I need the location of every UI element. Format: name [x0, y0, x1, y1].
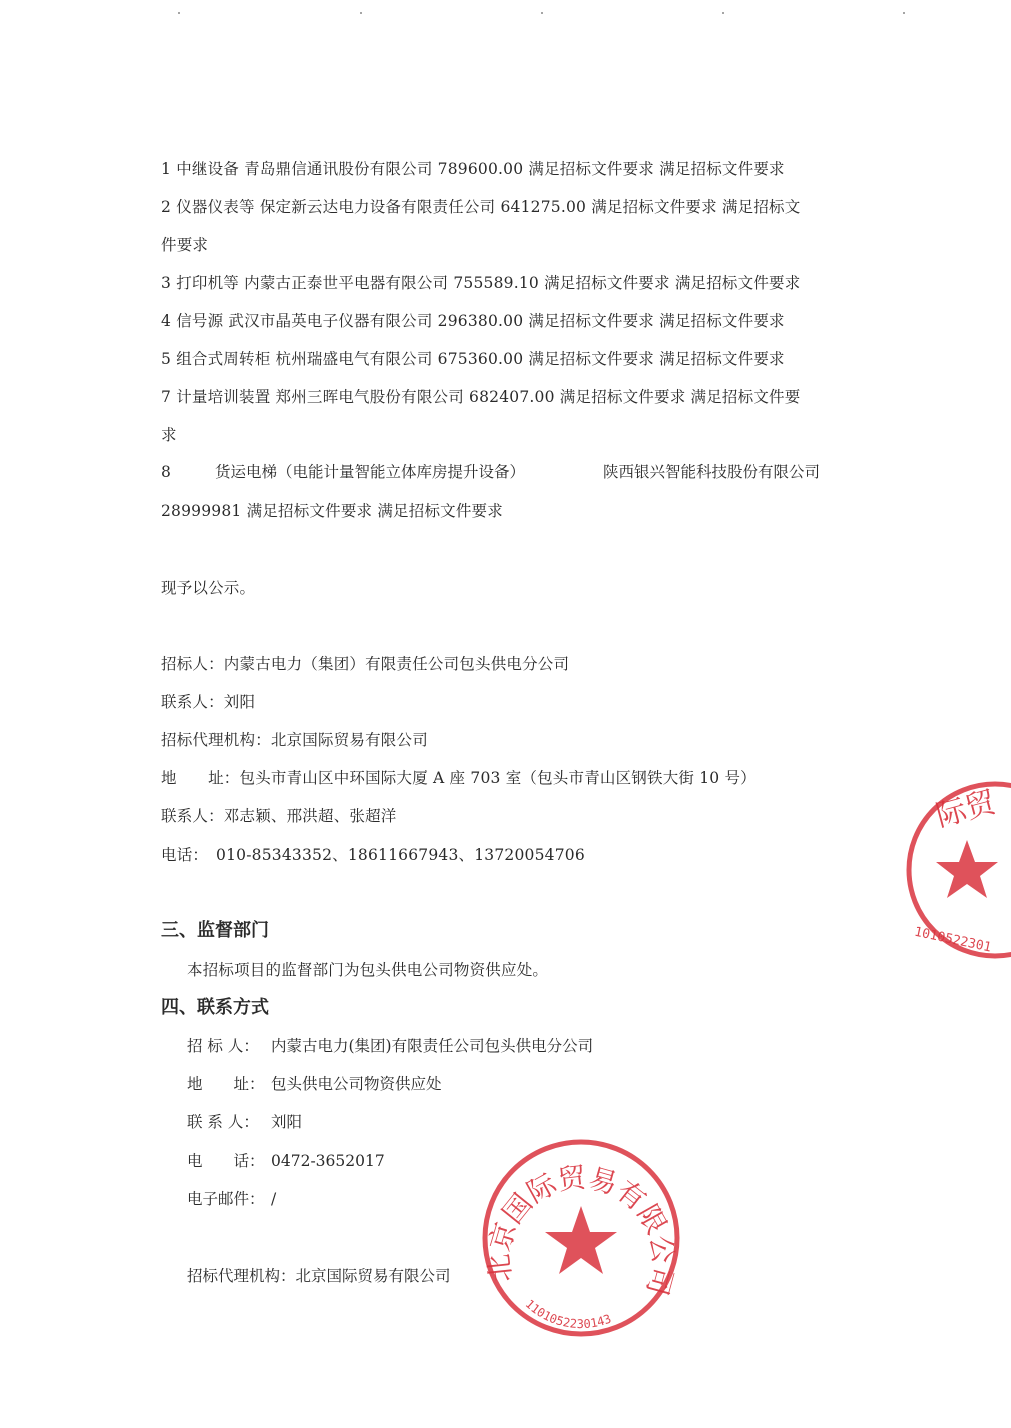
row-value: 包头供电公司物资供应处	[271, 1075, 442, 1093]
row-value: /	[271, 1190, 277, 1208]
scan-mark	[360, 12, 362, 14]
result-line-5: 5 组合式周转柜 杭州瑞盛电气有限公司 675360.00 满足招标文件要求 满足招标文件要求	[161, 350, 785, 368]
seal-name: 北京国际贸易有限公司	[482, 1160, 680, 1299]
row-value: 内蒙古电力(集团)有限责任公司包头供电分公司	[271, 1037, 594, 1055]
result-line-3: 3 打印机等 内蒙古正泰世平电器有限公司 755589.10 满足招标文件要求 满足招标文件要求	[161, 274, 801, 292]
result-8-line2: 28999981 满足招标文件要求 满足招标文件要求	[161, 502, 503, 520]
section-4-heading: 四、联系方式	[161, 997, 269, 1018]
result-8-item: 货运电梯（电能计量智能立体库房提升设备）	[215, 463, 526, 481]
result-line-7-cont: 求	[161, 426, 177, 444]
section-3-text: 本招标项目的监督部门为包头供电公司物资供应处。	[187, 961, 549, 979]
section-4-row	[187, 1074, 442, 1094]
contact-tenderer: 招标人：内蒙古电力（集团）有限责任公司包头供电分公司	[161, 655, 570, 673]
result-line-2: 2 仪器仪表等 保定新云达电力设备有限责任公司 641275.00 满足招标文件要求 满足招标文	[161, 198, 801, 216]
partial-company-seal	[895, 770, 1011, 980]
section-3-heading: 三、监督部门	[161, 920, 269, 941]
result-line-1: 1 中继设备 青岛鼎信通讯股份有限公司 789600.00 满足招标文件要求 满足招标文件要求	[161, 160, 785, 178]
section-4-row	[187, 1112, 302, 1132]
scan-mark	[178, 12, 180, 14]
result-line-2-cont: 件要求	[161, 236, 209, 254]
result-8-number: 8	[161, 463, 171, 481]
svg-text:1010522301: 1010522301	[912, 924, 993, 956]
seal-code: 1101052230143	[522, 1296, 614, 1332]
svg-text:1101052230143	[523, 1297, 614, 1331]
svg-text:际贸: 际贸	[932, 784, 1000, 835]
result-line-7: 7 计量培训装置 郑州三晖电气股份有限公司 682407.00 满足招标文件要求 满足招标文件要	[161, 388, 801, 406]
row-label: 联 系 人：	[187, 1113, 259, 1131]
contact-agency: 招标代理机构：北京国际贸易有限公司	[161, 731, 428, 749]
contact-agency-persons: 联系人：邓志颖、邢洪超、张超洋	[161, 807, 397, 825]
contact-phone: 电话： 010-85343352、18611667943、13720054706	[161, 846, 585, 864]
row-label: 地 址：	[187, 1075, 265, 1093]
seal-star-icon	[936, 840, 998, 898]
result-8-company: 陕西银兴智能科技股份有限公司	[603, 463, 821, 481]
row-label: 电子邮件：	[187, 1190, 265, 1208]
contact-address: 地 址：包头市青山区中环国际大厦 A 座 703 室（包头市青山区钢铁大街 10 号）	[161, 769, 756, 787]
scan-mark	[541, 12, 543, 14]
scan-mark	[903, 12, 905, 14]
row-label: 电 话：	[187, 1152, 265, 1170]
section-4-row	[187, 1036, 593, 1056]
contact-person: 联系人：刘阳	[161, 693, 256, 711]
company-seal	[476, 1136, 686, 1341]
section-4-row	[187, 1189, 276, 1209]
seal-star-icon	[545, 1206, 617, 1274]
row-label: 招 标 人：	[187, 1037, 259, 1055]
row-value: 0472-3652017	[271, 1152, 385, 1170]
notice-text: 现予以公示。	[161, 579, 256, 597]
section-4-row	[187, 1151, 385, 1171]
section-4-agency: 招标代理机构：北京国际贸易有限公司	[187, 1267, 451, 1285]
result-line-4: 4 信号源 武汉市晶英电子仪器有限公司 296380.00 满足招标文件要求 满足招标文件要求	[161, 312, 785, 330]
row-value: 刘阳	[271, 1113, 303, 1131]
scan-mark	[722, 12, 724, 14]
